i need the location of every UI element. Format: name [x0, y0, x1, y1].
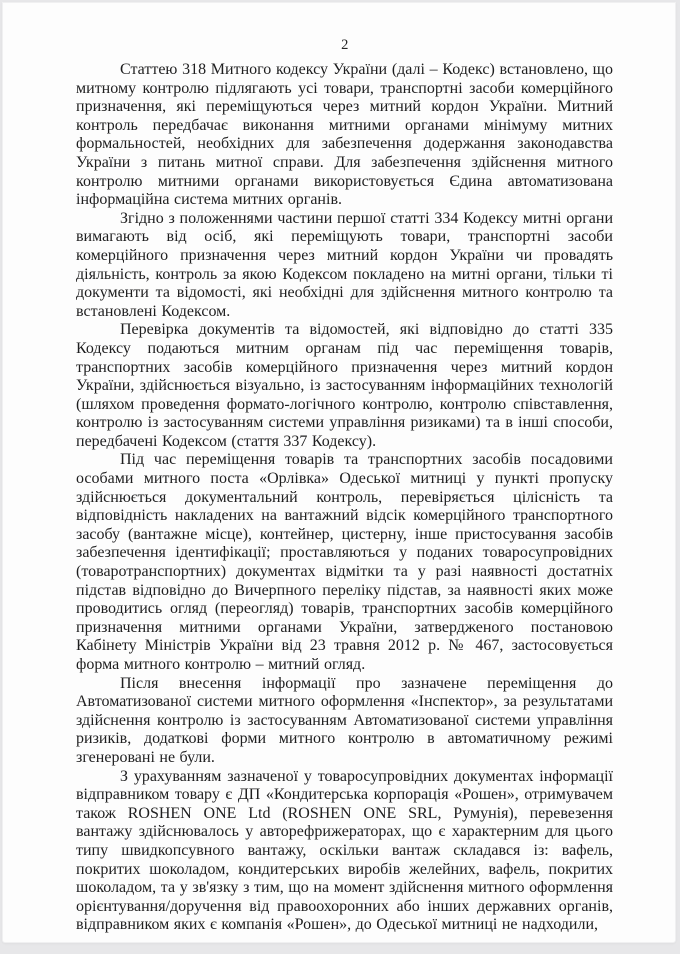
- paragraph-article-335: Перевірка документів та відомостей, які відповідно до статті 335 Кодексу подаються митним органам під час переміщення товарів, транспортних засобів комерційного призначення через митний кордон України, здійснюється візуально, із застосуванням інформаційних технологій (шляхом проведення формато-логічного контролю, контролю співставлення, контролю із застосуванням системи управління ризиками) та в інші способи, передбачені Кодексом (стаття 337 Кодексу).: [76, 321, 613, 450]
- paragraph-article-318: Статтею 318 Митного кодексу України (далі – Кодекс) встановлено, що митному контролю підлягають усі товари, транспортні засоби комерційного призначення, які переміщуються через митний кордон України. Митний контроль передбачає виконання митними органами мінімуму митних формальностей, необхідних для забезпечення додержання законодавства України з питань митної справи. Для забезпечення здійснення митного контролю митними органами використовується Єдина автоматизована інформаційна система митних органів.: [76, 61, 613, 209]
- paragraph-inspector-system: Після внесення інформації про зазначене переміщення до Автоматизованої системи митного оформлення «Інспектор», за результатами здійснення контролю із застосуванням Автоматизованої системи управління ризиків, додаткові форми митного контролю в автоматичному режимі згенеровані не були.: [76, 674, 613, 766]
- paragraph-roshen-shipment: З урахуванням зазначеної у товаросупровідних документах інформації відправником товару є ДП «Кондитерська корпорація «Рошен», отримувачем також ROSHEN ONE Ltd (ROSHEN ONE SRL, Румунія), перевезення вантажу здійснювалось у авторефрижераторах, що є характерним для цього типу швидкопсувного вантажу, оскільки вантаж складався із: вафель, покритих шоколадом, кондитерських виробів желейних, вафель, покритих шоколадом, та у зв'язку з тим, що на момент здійснення митного оформлення орієнтування/доручення від правоохоронних або інших державних органів, відправником яких є компанія «Рошен», до Одеської митниці не надходили,: [76, 767, 613, 934]
- paragraph-article-334: Згідно з положеннями частини першої статті 334 Кодексу митні органи вимагають від осіб, які переміщують товари, транспортні засоби комерційного призначення через митний кордон України чи провадять діяльність, контроль за якою Кодексом покладено на митні органи, тільки ті документи та відомості, які необхідні для здійснення митного контролю та встановлені Кодексом.: [76, 209, 613, 320]
- page-number: 2: [341, 37, 349, 53]
- document-body-text: [76, 61, 613, 935]
- paragraph-customs-post-orlivka: Під час переміщення товарів та транспортних засобів посадовими особами митного поста «Орлівка» Одеської митниці у пункті пропуску здійснюється документальний контроль, перевіряється цілісність та відповідність накладених на вантажний відсік комерційного транспортного засобу (вантажне місце), контейнер, цистерну, інше пристосування засобів забезпечення ідентифікації; проставляються у поданих товаросупровідних (товаротранспортних) документах відмітки та у разі наявності достатніх підстав відповідно до Вичерпного переліку підстав, за наявності яких може проводитись огляд (переогляд) товарів, транспортних засобів комерційного призначення митними органами України, затвердженого постановою Кабінету Міністрів України від 23 травня 2012 р. № 467, застосовується форма митного контролю – митний огляд.: [76, 451, 613, 673]
- document-page: [2, 2, 676, 943]
